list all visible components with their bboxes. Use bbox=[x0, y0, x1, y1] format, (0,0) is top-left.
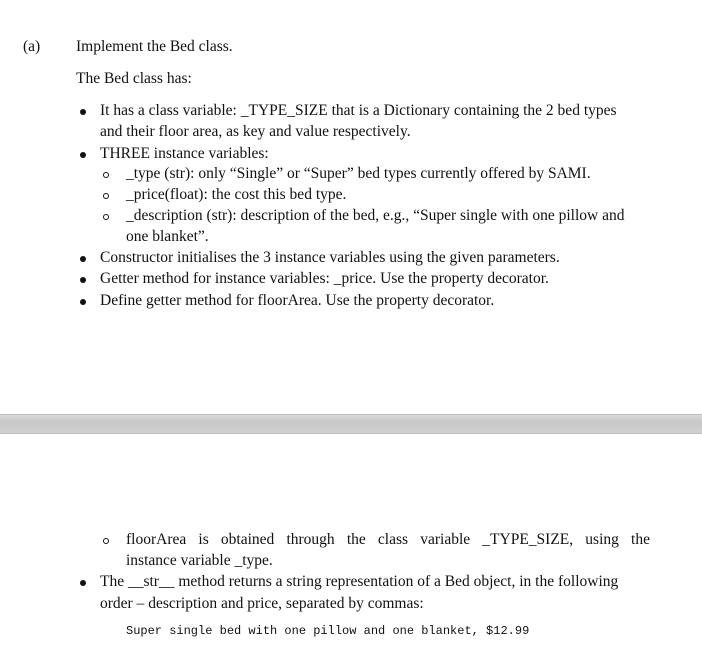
question-heading: Implement the Bed class. bbox=[76, 38, 233, 55]
sub-bullet-marker bbox=[103, 172, 109, 178]
sub-item-description-line1: _description (str): description of the bed, e.g., “Super single with one pillow and bbox=[126, 207, 625, 224]
intro-text: The Bed class has: bbox=[76, 70, 192, 87]
bullet-class-variable-line1: It has a class variable: _TYPE_SIZE that is a Dictionary containing the 2 bed types bbox=[100, 102, 617, 119]
sub-item-price: _price(float): the cost this bed type. bbox=[126, 186, 347, 203]
sub-bullet-marker bbox=[103, 214, 109, 220]
code-example: Super single bed with one pillow and one blanket, $12.99 bbox=[126, 624, 530, 638]
bullet-class-variable-line2: and their floor area, as key and value respectively. bbox=[100, 123, 411, 140]
bullet-instance-variables: THREE instance variables: bbox=[100, 145, 269, 162]
bullet-marker bbox=[80, 152, 86, 158]
bullet-getter-price: Getter method for instance variables: _price. Use the property decorator. bbox=[100, 270, 549, 287]
bullet-str-method-line1: The __str__ method returns a string representation of a Bed object, in the following bbox=[100, 573, 619, 590]
sub-item-description-line2: one blanket”. bbox=[126, 228, 209, 245]
bullet-marker bbox=[80, 580, 86, 586]
bullet-marker bbox=[80, 109, 86, 115]
bullet-marker bbox=[80, 256, 86, 262]
sub-bullet-marker bbox=[103, 193, 109, 199]
bullet-str-method-line2: order – description and price, separated by commas: bbox=[100, 595, 424, 612]
question-label: (a) bbox=[23, 38, 41, 55]
bullet-marker bbox=[80, 299, 86, 305]
bullet-getter-floorarea: Define getter method for floorArea. Use the property decorator. bbox=[100, 292, 495, 309]
sub-item-type: _type (str): only “Single” or “Super” bed types currently offered by SAMI. bbox=[126, 165, 591, 182]
bullet-marker bbox=[80, 277, 86, 283]
page-divider bbox=[0, 414, 702, 434]
sub-item-floorarea-line1: floorArea is obtained through the class variable _TYPE_SIZE, using the bbox=[126, 531, 650, 548]
sub-bullet-marker bbox=[103, 538, 109, 544]
sub-item-floorarea-line2: instance variable _type. bbox=[126, 552, 273, 569]
bullet-constructor: Constructor initialises the 3 instance variables using the given parameters. bbox=[100, 249, 560, 266]
